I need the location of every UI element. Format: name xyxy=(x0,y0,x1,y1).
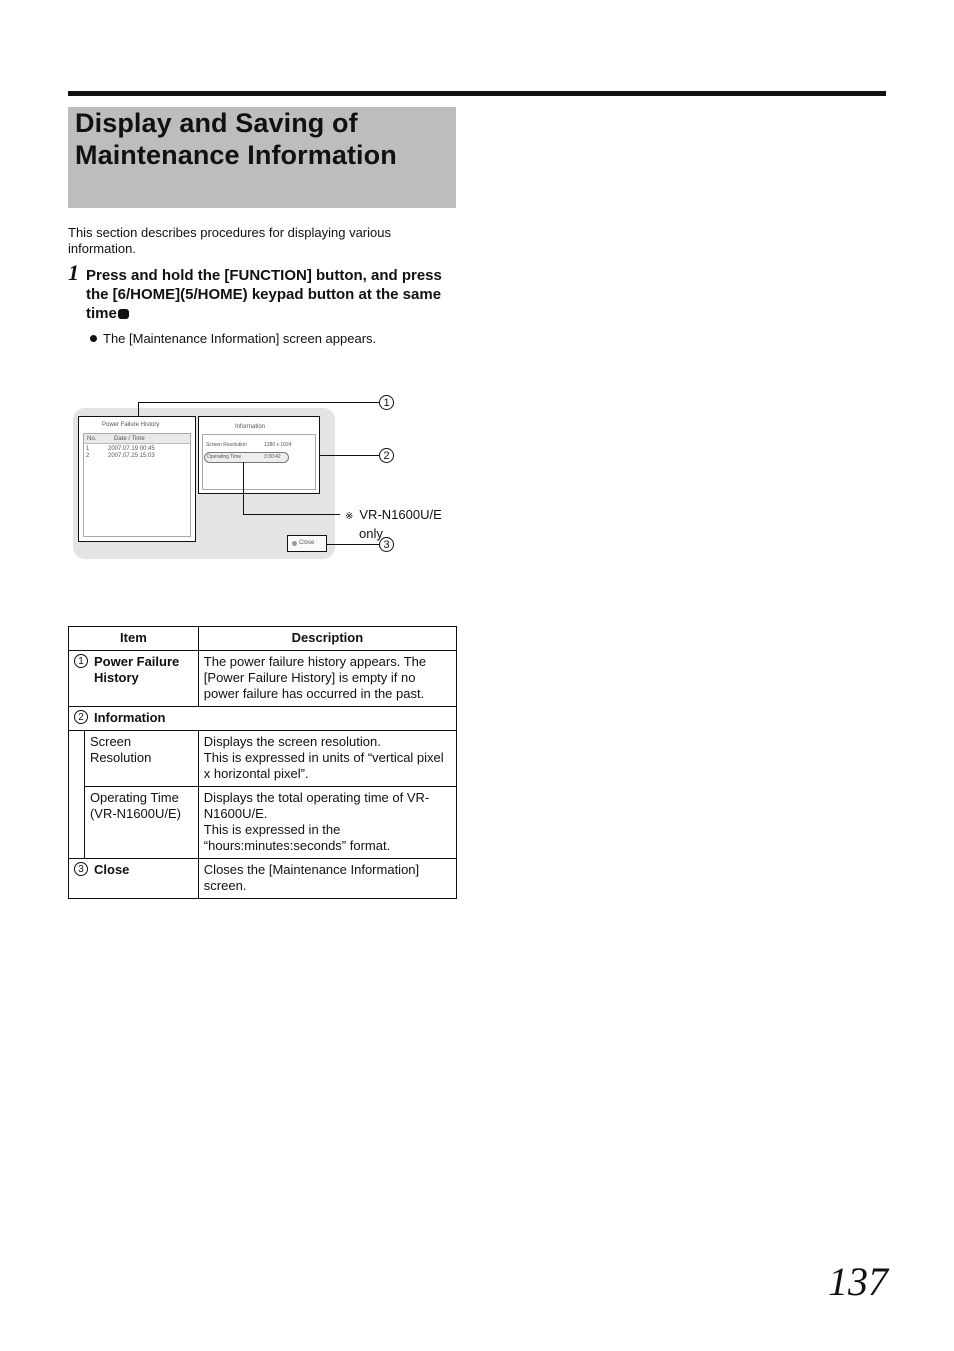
intro-text: This section describes procedures for displaying various information. xyxy=(68,225,391,256)
row3-number: 3 xyxy=(74,862,88,876)
row2a-desc-line-2: This is expressed in units of “vertical pixel x horizontal pixel”. xyxy=(203,750,444,781)
callout-3-line xyxy=(327,544,380,545)
step-instruction xyxy=(86,266,458,323)
column-date: Date / Time xyxy=(114,436,145,442)
history-row-2-date: 2007.07.25 15:03 xyxy=(108,453,155,459)
callout-1-line-horizontal xyxy=(138,402,380,403)
callout-3: 3 xyxy=(379,537,394,552)
note-text-line-2: only xyxy=(359,526,383,541)
row3-label: Close xyxy=(94,862,130,877)
header-description: Description xyxy=(198,627,456,651)
power-failure-panel xyxy=(78,416,196,542)
row2a-item: Screen Resolution xyxy=(84,731,198,787)
row2a-description xyxy=(198,731,456,787)
row2b-desc-line-1: Displays the total operating time of VR-N1600U/E. xyxy=(203,790,430,821)
table-row xyxy=(69,731,457,787)
table-row xyxy=(69,859,457,899)
table-row xyxy=(69,651,457,707)
row3-item xyxy=(69,859,199,899)
bullet-icon xyxy=(90,335,97,342)
table-row xyxy=(69,707,457,731)
title-line-1: Display and Saving of xyxy=(75,108,358,138)
page-number: 137 xyxy=(828,1259,888,1304)
info-panel-title: Information xyxy=(235,424,266,430)
section-title-box xyxy=(68,107,456,208)
power-history-list xyxy=(83,433,191,537)
history-row-2-no: 2 xyxy=(86,453,90,459)
table-header-row xyxy=(69,627,457,651)
row2b-item: Operating Time (VR-N1600U/E) xyxy=(84,787,198,859)
step-result-text: The [Maintenance Information] screen appears. xyxy=(103,331,377,346)
column-no: No. xyxy=(87,436,97,442)
screen-resolution-value: 1280 x 1024 xyxy=(264,442,292,448)
row2b-indent xyxy=(69,787,85,859)
note-mark-icon xyxy=(118,309,129,319)
info-inner xyxy=(202,434,316,490)
row3-description: Closes the [Maintenance Information] screen. xyxy=(198,859,456,899)
step-result xyxy=(90,331,376,347)
section-title xyxy=(75,107,456,171)
screen-resolution-label: Screen Resolution xyxy=(206,442,247,448)
close-button-label: Close xyxy=(299,540,315,546)
row2b-description xyxy=(198,787,456,859)
row1-number: 1 xyxy=(74,654,88,668)
row2a-desc-line-1: Displays the screen resolution. xyxy=(203,734,381,749)
note-text-line-1: VR-N1600U/E xyxy=(359,507,442,522)
close-dot-icon xyxy=(292,541,297,546)
callout-2-line xyxy=(320,455,380,456)
callout-1-line-vertical xyxy=(138,402,139,416)
operating-time-value: 3:30:42 xyxy=(264,454,281,460)
table-row xyxy=(69,787,457,859)
callout-1: 1 xyxy=(379,395,394,410)
row1-label: Power Failure History xyxy=(94,654,180,685)
information-panel xyxy=(198,416,320,494)
items-table xyxy=(68,626,457,899)
row2-label: Information xyxy=(94,710,166,725)
history-row-1-no: 1 xyxy=(86,446,90,452)
title-line-2: Maintenance Information xyxy=(75,140,397,170)
operating-time-label: Operating Time xyxy=(207,454,242,460)
row2a-indent xyxy=(69,731,85,787)
power-panel-title: Power Failure History xyxy=(102,422,160,428)
top-rule xyxy=(68,91,886,96)
history-row-1-date: 2007.07.19 00:45 xyxy=(108,446,155,452)
note-line-horizontal xyxy=(243,514,340,515)
step-instruction-text: Press and hold the [FUNCTION] button, and press the [6/HOME](5/HOME) keypad button at the same time xyxy=(86,267,442,322)
operating-time-note xyxy=(345,506,442,542)
row1-description: The power failure history appears. The [Power Failure History] is empty if no power failure has occurred in the past. xyxy=(198,651,456,707)
header-item: Item xyxy=(69,627,199,651)
note-line-vertical xyxy=(243,462,244,514)
step-number: 1 xyxy=(68,260,79,285)
row2-item xyxy=(69,707,457,731)
row1-item xyxy=(69,651,199,707)
row2-number: 2 xyxy=(74,710,88,724)
note-asterisk: ※ xyxy=(345,511,354,522)
row2b-desc-line-2: This is expressed in the “hours:minutes:seconds” format. xyxy=(203,822,391,853)
callout-2: 2 xyxy=(379,448,394,463)
close-button[interactable] xyxy=(287,535,327,552)
